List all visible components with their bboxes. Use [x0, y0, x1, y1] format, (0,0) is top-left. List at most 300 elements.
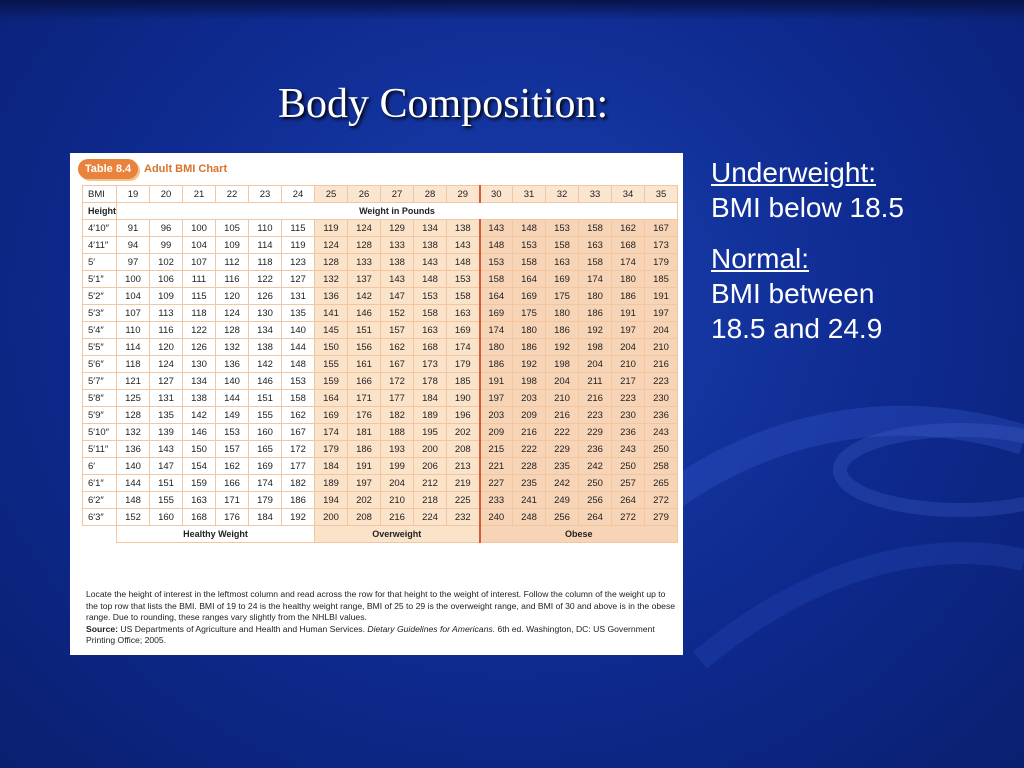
weight-cell: 184: [249, 509, 282, 526]
weight-cell: 120: [216, 288, 249, 305]
weight-cell: 133: [348, 254, 381, 271]
bmi-value-cell: 31: [513, 186, 546, 203]
weight-cell: 128: [117, 407, 150, 424]
weight-cell: 135: [150, 407, 183, 424]
weight-cell: 126: [249, 288, 282, 305]
source-label: Source:: [86, 623, 118, 634]
underweight-block: [711, 155, 1011, 225]
weight-cell: 216: [513, 424, 546, 441]
weight-cell: 141: [315, 305, 348, 322]
underweight-heading: Underweight:: [711, 157, 876, 188]
weight-cell: 208: [348, 509, 381, 526]
weight-cell: 218: [414, 492, 447, 509]
weight-cell: 130: [183, 356, 216, 373]
weight-cell: 158: [282, 390, 315, 407]
table-row: [83, 458, 678, 475]
weight-cell: 217: [612, 373, 645, 390]
weight-cell: 216: [381, 509, 414, 526]
table-row: [83, 288, 678, 305]
table-tag: Table 8.4: [78, 159, 138, 179]
weight-cell: 184: [315, 458, 348, 475]
weight-cell: 169: [249, 458, 282, 475]
weight-cell: 138: [183, 390, 216, 407]
underweight-text: BMI below 18.5: [711, 192, 904, 223]
weight-cell: 91: [117, 220, 150, 237]
weight-cell: 164: [315, 390, 348, 407]
bmi-value-cell: 32: [546, 186, 579, 203]
weight-cell: 104: [183, 237, 216, 254]
normal-text-line2: 18.5 and 24.9: [711, 313, 883, 344]
weight-cell: 143: [480, 220, 513, 237]
weight-cell: 203: [480, 407, 513, 424]
weight-cell: 250: [579, 475, 612, 492]
height-cell: 4′11″: [83, 237, 117, 254]
weight-cell: 100: [183, 220, 216, 237]
table-title: Adult BMI Chart: [144, 163, 228, 175]
table-row: [83, 475, 678, 492]
category-blank: [83, 526, 117, 543]
height-cell: 6′3″: [83, 509, 117, 526]
weight-cell: 106: [150, 271, 183, 288]
weight-cell: 142: [348, 288, 381, 305]
weight-cell: 163: [447, 305, 480, 322]
weight-cell: 142: [249, 356, 282, 373]
weight-cell: 132: [117, 424, 150, 441]
weight-cell: 198: [513, 373, 546, 390]
weight-cell: 96: [150, 220, 183, 237]
weight-cell: 147: [150, 458, 183, 475]
weight-cell: 139: [150, 424, 183, 441]
weight-cell: 158: [546, 237, 579, 254]
weight-cell: 229: [579, 424, 612, 441]
weight-cell: 186: [480, 356, 513, 373]
healthy-weight-label: Healthy Weight: [117, 526, 315, 543]
height-cell: 5′10″: [83, 424, 117, 441]
weight-cell: 129: [381, 220, 414, 237]
weight-cell: 192: [546, 339, 579, 356]
table-row: [83, 322, 678, 339]
weight-cell: 115: [183, 288, 216, 305]
weight-cell: 169: [447, 322, 480, 339]
weight-cell: 242: [579, 458, 612, 475]
weight-cell: 195: [414, 424, 447, 441]
weight-cell: 193: [381, 441, 414, 458]
weight-cell: 122: [249, 271, 282, 288]
bmi-value-cell: 30: [480, 186, 513, 203]
height-cell: 5′9″: [83, 407, 117, 424]
weight-cell: 148: [447, 254, 480, 271]
weight-cell: 198: [579, 339, 612, 356]
weight-cell: 143: [414, 254, 447, 271]
table-row: [83, 237, 678, 254]
weight-cell: 216: [546, 407, 579, 424]
weight-cell: 105: [216, 220, 249, 237]
weight-cell: 174: [315, 424, 348, 441]
weight-cell: 162: [282, 407, 315, 424]
weight-cell: 197: [348, 475, 381, 492]
weight-cell: 230: [645, 390, 678, 407]
weight-cell: 265: [645, 475, 678, 492]
weight-cell: 264: [612, 492, 645, 509]
weight-cell: 171: [216, 492, 249, 509]
weight-cell: 242: [546, 475, 579, 492]
weight-cell: 171: [348, 390, 381, 407]
weight-cell: 258: [645, 458, 678, 475]
weight-cell: 194: [315, 492, 348, 509]
table-row: [83, 492, 678, 509]
weight-cell: 186: [579, 305, 612, 322]
slide-title: Body Composition:: [278, 81, 609, 127]
weight-cell: 162: [612, 220, 645, 237]
weight-cell: 236: [645, 407, 678, 424]
weight-cell: 248: [513, 509, 546, 526]
weight-cell: 179: [447, 356, 480, 373]
weight-cell: 132: [315, 271, 348, 288]
weight-cell: 130: [249, 305, 282, 322]
weight-cell: 142: [183, 407, 216, 424]
weight-cell: 153: [282, 373, 315, 390]
weight-cell: 241: [513, 492, 546, 509]
weight-cell: 109: [216, 237, 249, 254]
weight-cell: 222: [513, 441, 546, 458]
weight-cell: 180: [513, 322, 546, 339]
height-cell: 5′5″: [83, 339, 117, 356]
normal-text-line1: BMI between: [711, 278, 875, 309]
weight-cell: 144: [282, 339, 315, 356]
weight-cell: 180: [579, 288, 612, 305]
weight-cell: 100: [117, 271, 150, 288]
weight-cell: 175: [513, 305, 546, 322]
table-note: [86, 589, 676, 647]
weight-cell: 166: [216, 475, 249, 492]
weight-cell: 126: [183, 339, 216, 356]
weight-cell: 110: [249, 220, 282, 237]
weight-cell: 122: [183, 322, 216, 339]
weight-cell: 185: [645, 271, 678, 288]
weight-cell: 209: [480, 424, 513, 441]
overweight-label: Overweight: [315, 526, 480, 543]
weight-cell: 150: [315, 339, 348, 356]
category-row: [83, 526, 678, 543]
weight-cell: 173: [414, 356, 447, 373]
bmi-value-cell: 34: [612, 186, 645, 203]
height-cell: 5′: [83, 254, 117, 271]
note-text: Locate the height of interest in the leftmost column and read across the row for that height to the weight of interest. Follow the column of the weight up to the top row that lists the BMI. BMI of 19 to 24 is the healthy weight range, BMI of 25 to 29 is the overweight range, and BMI of 30 and above is in the obese range. Due to rounding, these ranges vary slightly from the NHLBI values.: [86, 589, 676, 622]
weight-cell: 124: [348, 220, 381, 237]
weight-cell: 213: [447, 458, 480, 475]
weight-cell: 186: [612, 288, 645, 305]
source-text-1: US Departments of Agriculture and Health and Human Services.: [120, 623, 365, 634]
weight-cell: 176: [348, 407, 381, 424]
weight-cell: 114: [117, 339, 150, 356]
weight-cell: 182: [282, 475, 315, 492]
weight-cell: 143: [381, 271, 414, 288]
weight-cell: 118: [183, 305, 216, 322]
weight-cell: 138: [381, 254, 414, 271]
weight-cell: 188: [381, 424, 414, 441]
weight-cell: 264: [579, 509, 612, 526]
weight-cell: 155: [249, 407, 282, 424]
weight-cell: 99: [150, 237, 183, 254]
weight-cell: 119: [315, 220, 348, 237]
weight-cell: 151: [150, 475, 183, 492]
table-row: [83, 441, 678, 458]
weight-cell: 250: [645, 441, 678, 458]
weight-cell: 250: [612, 458, 645, 475]
weight-cell: 153: [480, 254, 513, 271]
table-row: [83, 390, 678, 407]
weight-cell: 223: [612, 390, 645, 407]
weight-cell: 107: [117, 305, 150, 322]
weight-cell: 202: [348, 492, 381, 509]
weight-cell: 199: [381, 458, 414, 475]
weight-cell: 196: [447, 407, 480, 424]
weight-cell: 97: [117, 254, 150, 271]
weight-cell: 147: [381, 288, 414, 305]
weight-cell: 235: [546, 458, 579, 475]
bmi-value-cell: 25: [315, 186, 348, 203]
weight-cell: 225: [447, 492, 480, 509]
weight-cell: 134: [183, 373, 216, 390]
weight-cell: 176: [216, 509, 249, 526]
weight-cell: 197: [480, 390, 513, 407]
weight-cell: 111: [183, 271, 216, 288]
weight-cell: 154: [183, 458, 216, 475]
weight-cell: 134: [249, 322, 282, 339]
weight-cell: 186: [546, 322, 579, 339]
weight-cell: 94: [117, 237, 150, 254]
weight-cell: 110: [117, 322, 150, 339]
weight-cell: 179: [249, 492, 282, 509]
weight-cell: 198: [546, 356, 579, 373]
weight-cell: 104: [117, 288, 150, 305]
height-cell: 5′2″: [83, 288, 117, 305]
weight-cell: 169: [546, 271, 579, 288]
weight-cell: 200: [414, 441, 447, 458]
bmi-value-cell: 29: [447, 186, 480, 203]
bmi-value-cell: 24: [282, 186, 315, 203]
weight-cell: 272: [612, 509, 645, 526]
weight-cell: 140: [282, 322, 315, 339]
weight-cell: 167: [645, 220, 678, 237]
weight-cell: 112: [216, 254, 249, 271]
source-title: Dietary Guidelines for Americans.: [367, 623, 496, 634]
weight-cell: 160: [150, 509, 183, 526]
weight-cell: 256: [546, 509, 579, 526]
weight-cell: 227: [480, 475, 513, 492]
weight-cell: 131: [150, 390, 183, 407]
weight-cell: 128: [315, 254, 348, 271]
weight-cell: 204: [579, 356, 612, 373]
weight-cell: 257: [612, 475, 645, 492]
bmi-value-cell: 28: [414, 186, 447, 203]
weight-cell: 136: [216, 356, 249, 373]
weight-cell: 204: [612, 339, 645, 356]
weight-cell: 124: [315, 237, 348, 254]
weight-cell: 184: [414, 390, 447, 407]
weight-cell: 135: [282, 305, 315, 322]
weight-cell: 191: [348, 458, 381, 475]
weight-cell: 240: [480, 509, 513, 526]
weight-cell: 209: [513, 407, 546, 424]
weight-cell: 150: [183, 441, 216, 458]
source-text-2: 6th ed. Washington, DC: US Government Printing Office; 2005.: [86, 623, 655, 645]
table-row: [83, 220, 678, 237]
weight-cell: 138: [447, 220, 480, 237]
weight-cell: 272: [645, 492, 678, 509]
table-row: [83, 424, 678, 441]
weight-cell: 236: [579, 441, 612, 458]
weight-cell: 256: [579, 492, 612, 509]
weight-cell: 146: [348, 305, 381, 322]
weight-cell: 223: [579, 407, 612, 424]
weight-cell: 204: [645, 322, 678, 339]
weight-cell: 163: [546, 254, 579, 271]
weight-cell: 224: [414, 509, 447, 526]
bmi-value-cell: 20: [150, 186, 183, 203]
weight-cell: 143: [447, 237, 480, 254]
weight-cell: 137: [348, 271, 381, 288]
weight-cell: 167: [381, 356, 414, 373]
normal-block: [711, 241, 1011, 346]
weight-cell: 102: [150, 254, 183, 271]
weight-cell: 158: [414, 305, 447, 322]
weight-cell: 156: [348, 339, 381, 356]
weight-cell: 279: [645, 509, 678, 526]
bmi-value-cell: 19: [117, 186, 150, 203]
height-header: Height: [83, 203, 117, 220]
weight-cell: 165: [249, 441, 282, 458]
weight-cell: 181: [348, 424, 381, 441]
weight-cell: 175: [546, 288, 579, 305]
weight-cell: 166: [348, 373, 381, 390]
weight-cell: 204: [546, 373, 579, 390]
weight-cell: 148: [414, 271, 447, 288]
weight-cell: 243: [645, 424, 678, 441]
weight-cell: 169: [315, 407, 348, 424]
height-cell: 5′8″: [83, 390, 117, 407]
weight-cell: 143: [150, 441, 183, 458]
weight-cell: 186: [282, 492, 315, 509]
weight-cell: 172: [282, 441, 315, 458]
weight-cell: 191: [645, 288, 678, 305]
height-cell: 6′: [83, 458, 117, 475]
weight-cell: 148: [513, 220, 546, 237]
weight-cell: 200: [315, 509, 348, 526]
obese-label: Obese: [480, 526, 678, 543]
bmi-value-cell: 21: [183, 186, 216, 203]
weight-cell: 206: [414, 458, 447, 475]
weight-cell: 236: [612, 424, 645, 441]
height-cell: 5′3″: [83, 305, 117, 322]
weight-cell: 128: [216, 322, 249, 339]
weight-cell: 107: [183, 254, 216, 271]
weight-cell: 179: [645, 254, 678, 271]
bmi-table: [82, 185, 678, 543]
weight-cell: 123: [282, 254, 315, 271]
bmi-classification-text: [711, 155, 1011, 346]
weight-cell: 212: [414, 475, 447, 492]
table-row: [83, 271, 678, 288]
weight-cell: 249: [546, 492, 579, 509]
weight-cell: 221: [480, 458, 513, 475]
weight-cell: 215: [480, 441, 513, 458]
weight-cell: 140: [216, 373, 249, 390]
weight-cell: 152: [117, 509, 150, 526]
weight-cell: 155: [315, 356, 348, 373]
height-cell: 6′2″: [83, 492, 117, 509]
weight-cell: 157: [381, 322, 414, 339]
bmi-value-cell: 22: [216, 186, 249, 203]
weight-cell: 128: [348, 237, 381, 254]
weight-cell: 233: [480, 492, 513, 509]
weight-cell: 210: [381, 492, 414, 509]
weight-cell: 202: [447, 424, 480, 441]
weight-cell: 197: [645, 305, 678, 322]
height-cell: 4′10″: [83, 220, 117, 237]
weight-cell: 113: [150, 305, 183, 322]
weight-cell: 158: [579, 254, 612, 271]
weight-cell: 169: [513, 288, 546, 305]
table-row: [83, 373, 678, 390]
weight-cell: 138: [414, 237, 447, 254]
weight-cell: 232: [447, 509, 480, 526]
weight-cell: 216: [579, 390, 612, 407]
weight-cell: 191: [480, 373, 513, 390]
weight-cell: 162: [216, 458, 249, 475]
weight-cell: 162: [381, 339, 414, 356]
weight-cell: 164: [513, 271, 546, 288]
weight-cell: 153: [216, 424, 249, 441]
normal-heading: Normal:: [711, 243, 810, 274]
weight-cell: 136: [117, 441, 150, 458]
weight-cell: 210: [546, 390, 579, 407]
weight-cell: 243: [612, 441, 645, 458]
weight-cell: 180: [480, 339, 513, 356]
weight-cell: 153: [414, 288, 447, 305]
weight-cell: 219: [447, 475, 480, 492]
weight-cell: 189: [414, 407, 447, 424]
weight-cell: 229: [546, 441, 579, 458]
height-cell: 5′1″: [83, 271, 117, 288]
weight-cell: 144: [117, 475, 150, 492]
weight-cell: 158: [480, 271, 513, 288]
bmi-header-row: [83, 186, 678, 203]
weight-cell: 164: [480, 288, 513, 305]
weight-cell: 127: [150, 373, 183, 390]
weight-cell: 223: [645, 373, 678, 390]
weight-cell: 124: [150, 356, 183, 373]
table-row: [83, 509, 678, 526]
weight-cell: 174: [579, 271, 612, 288]
weight-cell: 190: [447, 390, 480, 407]
weight-cell: 168: [414, 339, 447, 356]
weight-cell: 158: [447, 288, 480, 305]
weight-cell: 134: [414, 220, 447, 237]
weight-cell: 148: [480, 237, 513, 254]
weight-cell: 144: [216, 390, 249, 407]
weight-cell: 151: [348, 322, 381, 339]
weight-cell: 174: [480, 322, 513, 339]
bmi-value-cell: 27: [381, 186, 414, 203]
weight-cell: 153: [546, 220, 579, 237]
weight-cell: 168: [183, 509, 216, 526]
weight-cell: 136: [315, 288, 348, 305]
weight-cell: 138: [249, 339, 282, 356]
weight-cell: 204: [381, 475, 414, 492]
bmi-value-cell: 26: [348, 186, 381, 203]
weight-cell: 163: [579, 237, 612, 254]
